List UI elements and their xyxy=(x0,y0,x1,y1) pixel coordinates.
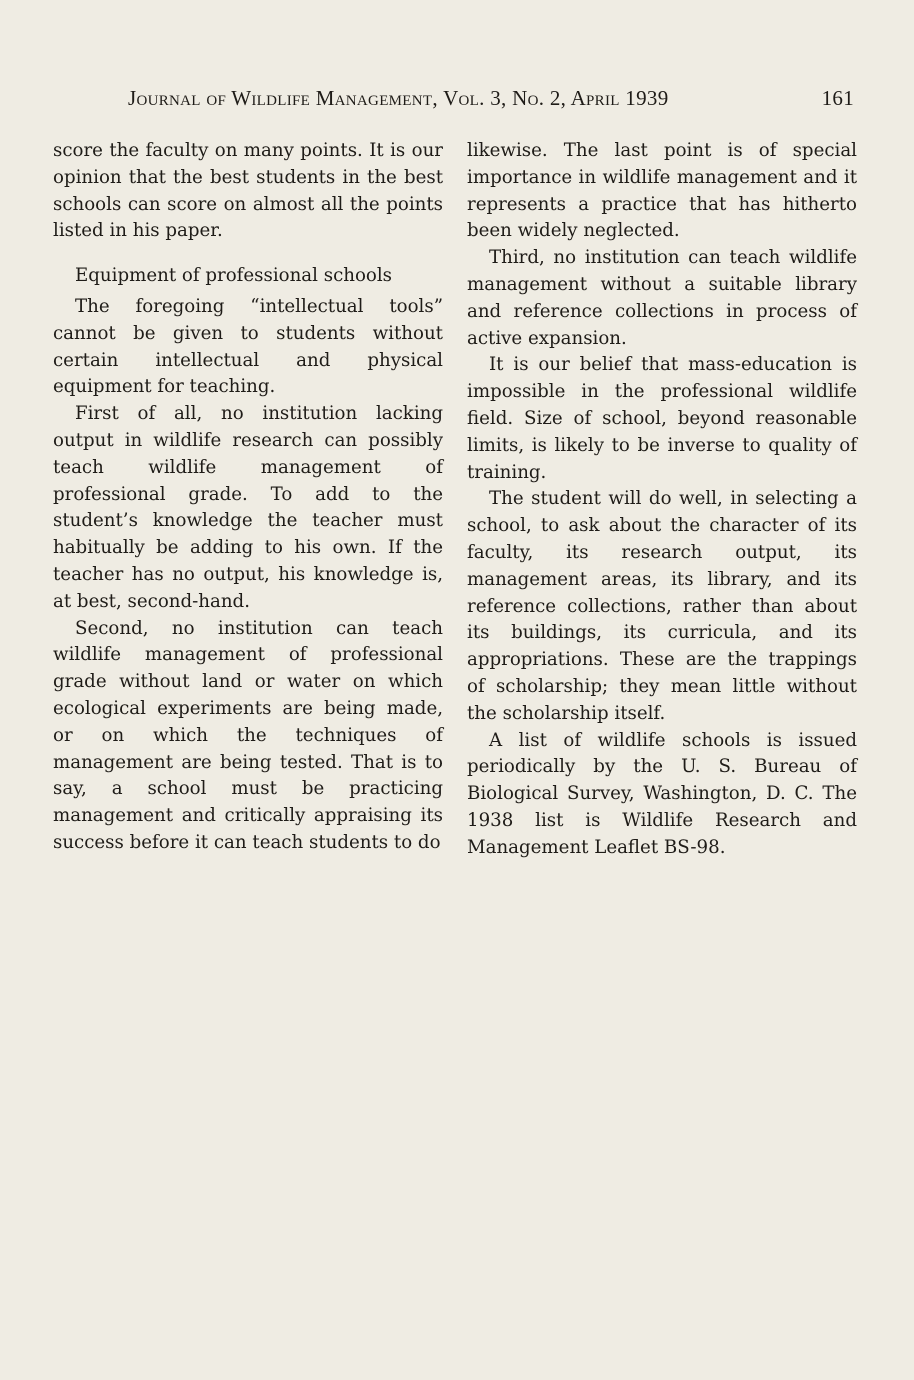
paragraph-second-land-water: Second, no institution can teach wildlife management of professional grade without land or water on which ecological experiments are being made, or on which the techniques of management are being tested. That is to say, a school must be practicing management and critically appraising its success before it can teach students to do xyxy=(53,617,443,853)
paragraph-list-of-schools: A list of wildlife schools is issued periodically by the U. S. Bureau of Biological Survey, Washington, D. C. The 1938 list is Wildlife Research and Management Leaflet BS-98. xyxy=(467,729,857,858)
page-number: 161 xyxy=(821,86,854,110)
journal-running-title: Journal of Wildlife Management, Vol. 3, No. 2, April 1939 xyxy=(128,86,669,110)
paragraph-intellectual-tools: The foregoing “intellectual tools” cannot be given to students without certain intellectual and physical equipment for teaching. xyxy=(53,295,443,398)
paragraph-third-library: Third, no institution can teach wildlife management without a suitable library and reference collections in process of active expansion. xyxy=(467,247,857,349)
running-head xyxy=(128,86,854,114)
paragraph-continued-likewise: likewise. The last point is of special importance in wildlife management and it represents a practice that has hitherto been widely neglected. xyxy=(467,140,857,242)
left-column xyxy=(53,138,443,857)
paragraph-continued: score the faculty on many points. It is our opinion that the best students in the best schools can score on almost all the points listed in his paper. xyxy=(53,140,443,242)
section-heading: Equipment of professional schools xyxy=(75,265,393,287)
paragraph-first-research-output: First of all, no institution lacking output in wildlife research can possibly teach wildlife management of professional grade. To add to the student’s knowledge the teacher must habitually be adding to his own. If the teacher has no output, his knowledge is, at best, second-hand. xyxy=(53,403,443,612)
paragraph-mass-education: It is our belief that mass-education is impossible in the professional wildlife field. Size of school, beyond reasonable limits, is likely to be inverse to quality of training. xyxy=(467,354,857,483)
paragraph-student-selection: The student will do well, in selecting a school, to ask about the character of its faculty, its research output, its management areas, its library, and its reference collections, rather than about its buildings, its curricula, and its appropriations. These are the trappings of scholarship; they mean little without the scholarship itself. xyxy=(467,488,857,724)
right-column xyxy=(467,138,857,862)
